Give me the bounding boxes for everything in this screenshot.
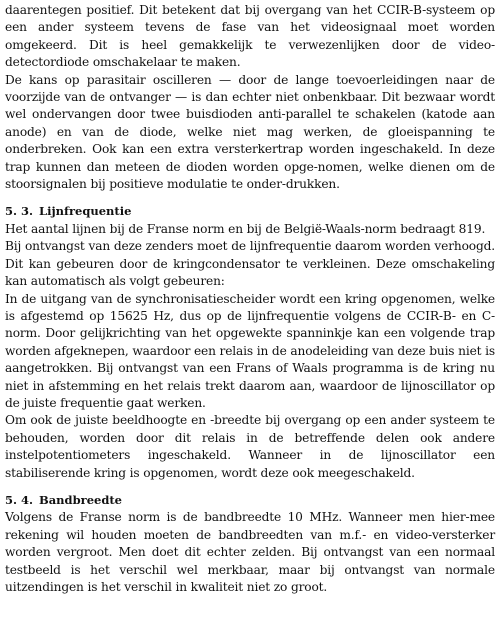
section-5-4-paragraph-1: Volgens de Franse norm is de bandbreedte 10 MHz. Wanneer men hier-mee rekening wil houden moeten de bandbreedten van m.f.- en video-versterker worden vergroot. Men doet dit echter zelden. Bij ontvangst van een normaal testbeeld is het verschil wel merkbaar, maar bij ontvangst van normale uitzendingen is het verschil in kwaliteit niet zo groot.	[5, 510, 495, 594]
section-5-3-paragraph-4: Om ook de juiste beeldhoogte en -breedte bij overgang op een ander systeem te behouden, worden door dit relais in de betreffende delen ook andere instelpotentiometers ingeschakeld. Wanneer in de lijnoscillator een stabiliserende kring is opgenomen, wordt deze ook meegeschakeld.	[5, 413, 495, 480]
section-number: 5. 3.	[5, 204, 34, 219]
section-5-3-paragraph-2: Bij ontvangst van deze zenders moet de lijnfrequentie daarom worden verhoogd. Dit kan gebeuren door de kringcondensator te verkleinen. Deze omschakeling kan automatisch als volgt gebeuren:	[5, 239, 495, 289]
section-5-3-paragraph-1: Het aantal lijnen bij de Franse norm en bij de België-Waals-norm bedraagt 819.	[5, 221, 486, 236]
section-title: Lijnfrequentie	[39, 204, 132, 219]
section-heading-5-4	[5, 492, 495, 509]
section-number: 5. 4.	[5, 492, 34, 507]
section-spacer	[5, 482, 495, 492]
intro-paragraph-1: daarentegen positief. Dit betekent dat bij overgang van het CCIR-B-systeem op een ander systeem tevens de fase van het videosignaal moet worden omgekeerd. Dit is heel gemakkelijk te verwezenlijken door de video-detectordiode omschakelaar te maken.	[5, 3, 495, 70]
section-heading-5-3	[5, 203, 495, 220]
document-page	[5, 2, 495, 596]
intro-paragraph-2: De kans op parasitair oscilleren — door de lange toevoerleidingen naar de voorzijde van de ontvanger — is dan echter niet onbenkbaar. Dit bezwaar wordt wel ondervangen door twee buisdioden anti-parallel te schakelen (katode aan anode) en van de diode, welke niet mag werken, de gloeispanning te onderbreken. Ook kan een extra versterkertrap worden ingeschakeld. In deze trap kunnen dan meteen de dioden worden opge-nomen, welke dienen om de stoorsignalen bij positieve modulatie te onder-drukken.	[5, 72, 495, 192]
section-title: Bandbreedte	[39, 492, 122, 507]
section-spacer	[5, 193, 495, 203]
section-5-3-paragraph-3: In de uitgang van de synchronisatiescheider wordt een kring opgenomen, welke is afgestemd op 15625 Hz, dus op de lijnfrequentie volgens de CCIR-B- en C-norm. Door gelijkrichting van het opgewekte spanninkje kan een volgende trap worden afgeknepen, waardoor een relais in de anodeleiding van deze buis niet is aangetrokken. Bij ontvangst van een Frans of Waals programma is de kring nu niet in afstemming en het relais trekt daarom aan, waardoor de lijnoscillator op de juiste frequentie gaat werken.	[5, 291, 495, 410]
